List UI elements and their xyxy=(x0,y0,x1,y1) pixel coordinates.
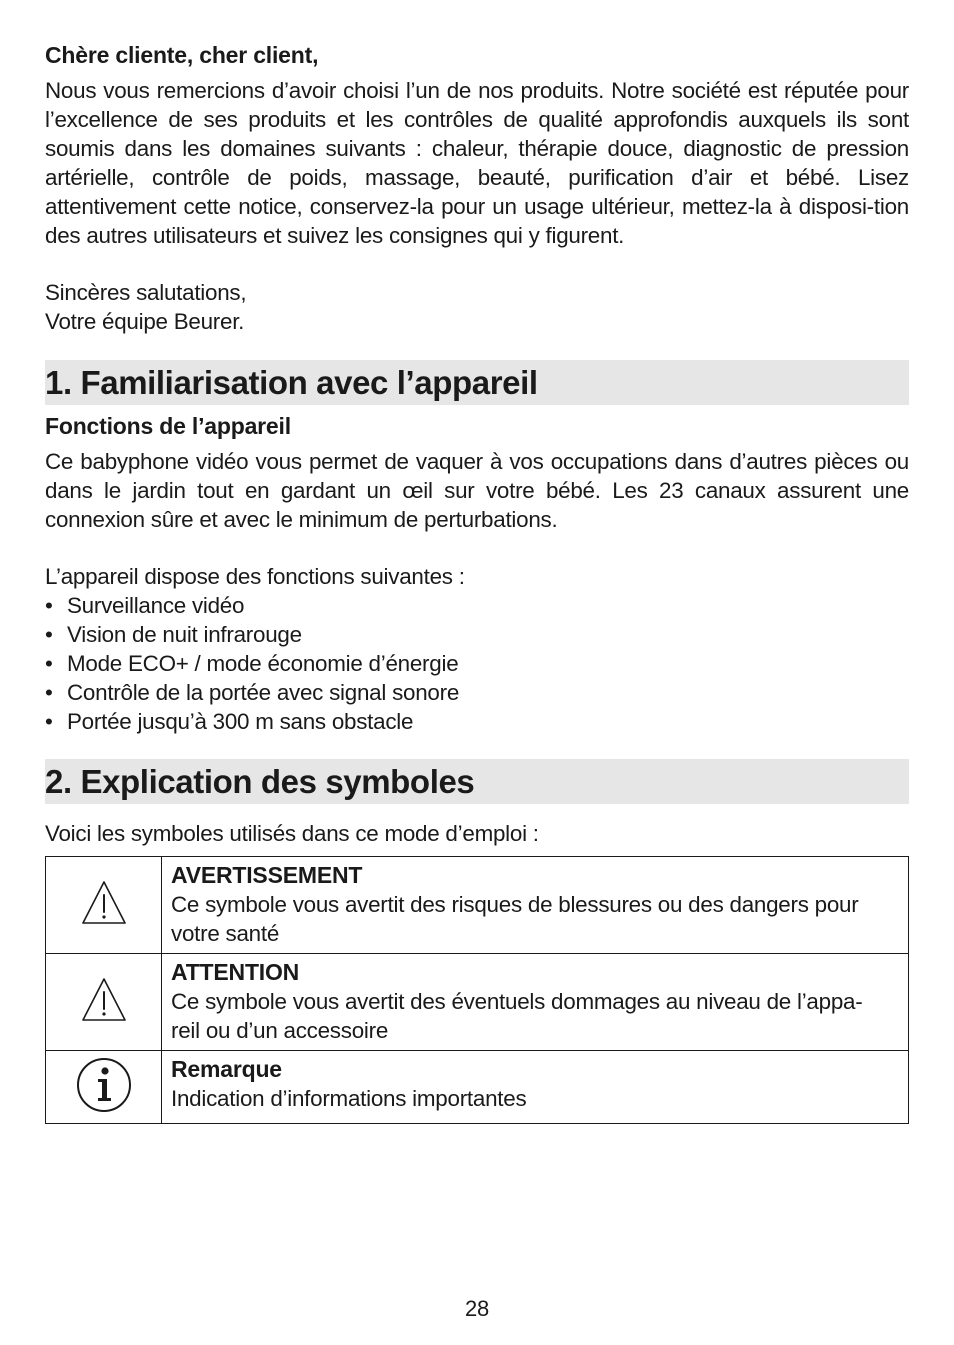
symbol-description-line: reil ou d’un accessoire xyxy=(171,1018,389,1043)
list-item xyxy=(45,591,459,620)
list-item-text: Portée jusqu’à 300 m sans obstacle xyxy=(67,709,414,734)
table-row xyxy=(46,1051,909,1124)
bullet-icon: • xyxy=(45,709,53,734)
list-item xyxy=(45,620,459,649)
symbol-description-line: votre santé xyxy=(171,921,280,946)
warning-triangle-icon xyxy=(79,878,129,928)
list-item-text: Surveillance vidéo xyxy=(67,593,245,618)
symbols-intro: Voici les symboles utilisés dans ce mode d’emploi : xyxy=(45,821,539,846)
symbol-cell xyxy=(46,954,162,1051)
symbol-title: ATTENTION xyxy=(171,959,300,985)
page-number: 28 xyxy=(464,1296,490,1321)
signoff-line: Sincères salutations, xyxy=(45,280,247,305)
table-row xyxy=(46,857,909,954)
section-1-subheading: Fonctions de l’appareil xyxy=(45,413,291,439)
list-item-text: Vision de nuit infrarouge xyxy=(67,622,302,647)
list-item-text: Mode ECO+ / mode économie d’énergie xyxy=(67,651,459,676)
info-circle-icon xyxy=(76,1057,132,1113)
section-1-header xyxy=(45,360,909,405)
bullet-icon: • xyxy=(45,622,53,647)
greeting-heading: Chère cliente, cher client, xyxy=(45,42,319,68)
signoff xyxy=(45,278,909,336)
description-cell xyxy=(162,1051,909,1124)
description-cell xyxy=(162,954,909,1051)
symbol-cell xyxy=(46,1051,162,1124)
symbol-cell xyxy=(46,857,162,954)
symbol-description-line: Ce symbole vous avertit des éventuels dommages au niveau de l’appa- xyxy=(171,989,863,1014)
section-1-paragraph: Ce babyphone vidéo vous permet de vaquer à vos occupations dans d’autres pièces ou dans le jardin tout en gardant un œil sur votre bébé. Les 23 canaux assurent une connexion sûre et avec le minimum de perturbations. xyxy=(45,449,909,532)
list-item-text: Contrôle de la portée avec signal sonore xyxy=(67,680,460,705)
feature-list-intro: L’appareil dispose des fonctions suivantes : xyxy=(45,564,465,589)
symbol-title: AVERTISSEMENT xyxy=(171,862,363,888)
symbols-table xyxy=(45,856,909,1124)
feature-list xyxy=(45,591,459,736)
signoff-line: Votre équipe Beurer. xyxy=(45,309,245,334)
table-row xyxy=(46,954,909,1051)
list-item xyxy=(45,678,459,707)
bullet-icon: • xyxy=(45,593,53,618)
list-item xyxy=(45,707,459,736)
intro-paragraph: Nous vous remercions d’avoir choisi l’un de nos produits. Notre société est réputée pour l’excellence de ses produits et les contrôles de qualité approfondis auxquels ils sont soumis dans les domaines suivants : chaleur, thérapie douce, diagnostic de pression artérielle, contrôle de poids, massage, beauté, purification d’air et bébé. Lisez attentivement cette notice, conservez-la pour un usage ultérieur, mettez-la à disposi-tion des autres utilisateurs et suivez les consignes qui y figurent. xyxy=(45,78,909,248)
symbol-description-line: Indication d’informations importantes xyxy=(171,1086,527,1111)
warning-triangle-icon xyxy=(79,975,129,1025)
bullet-icon: • xyxy=(45,651,53,676)
symbol-description-line: Ce symbole vous avertit des risques de blessures ou des dangers pour xyxy=(171,892,859,917)
description-cell xyxy=(162,857,909,954)
bullet-icon: • xyxy=(45,680,53,705)
list-item xyxy=(45,649,459,678)
section-2-title: 2. Explication des symboles xyxy=(45,763,475,800)
symbol-title: Remarque xyxy=(171,1056,282,1082)
section-2-header xyxy=(45,759,909,804)
section-1-title: 1. Familiarisation avec l’appareil xyxy=(45,364,538,401)
